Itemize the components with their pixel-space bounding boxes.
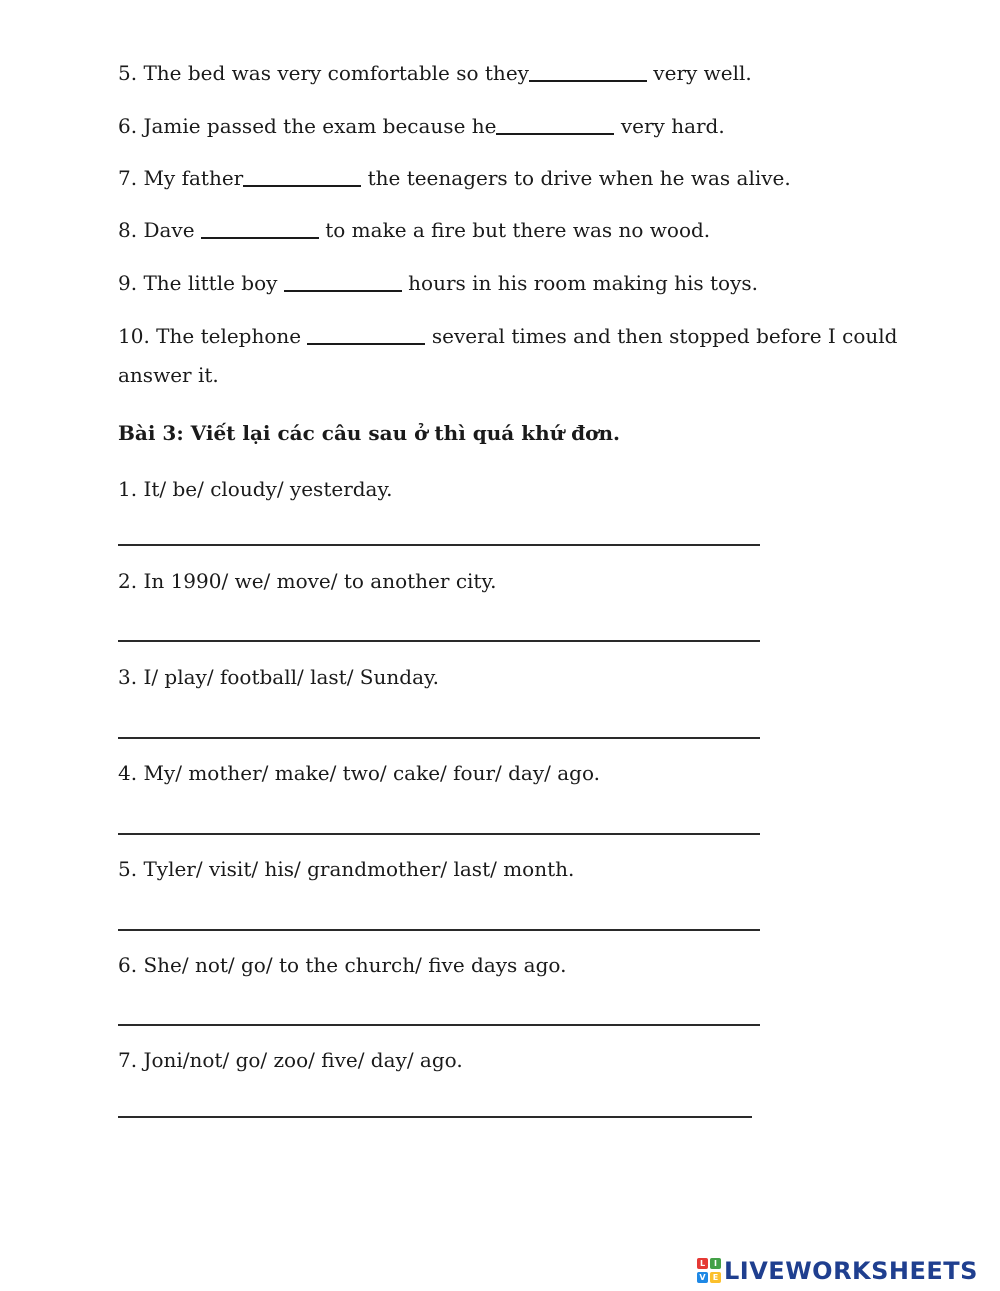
badge-letter-l: L bbox=[697, 1258, 708, 1269]
exercise2-item-7 bbox=[118, 165, 791, 191]
item-text-before: 5. The bed was very comfortable so they bbox=[118, 61, 529, 85]
item-text-after: very well. bbox=[646, 61, 752, 85]
badge-letter-e: E bbox=[710, 1272, 721, 1283]
item-text-before: 9. The little boy bbox=[118, 271, 284, 295]
exercise3-prompt-2: 2. In 1990/ we/ move/ to another city. bbox=[118, 569, 497, 593]
exercise2-item-8 bbox=[118, 217, 710, 243]
item-text-before: 7. My father bbox=[118, 166, 244, 190]
answer-blank[interactable] bbox=[243, 185, 361, 187]
exercise2-item-5 bbox=[118, 60, 752, 86]
badge-letter-i: I bbox=[710, 1258, 721, 1269]
exercise3-prompt-4: 4. My/ mother/ make/ two/ cake/ four/ day/ ago. bbox=[118, 761, 601, 785]
item-text-before: 10. The telephone bbox=[118, 324, 308, 348]
exercise2-item-10-continuation: answer it. bbox=[118, 363, 219, 387]
item-text-before: 8. Dave bbox=[118, 218, 201, 242]
live-badge-icon bbox=[697, 1258, 721, 1284]
item-text-after: hours in his room making his toys. bbox=[401, 271, 758, 295]
answer-blank[interactable] bbox=[529, 80, 647, 82]
exercise2-item-6 bbox=[118, 113, 725, 139]
item-text-before: 6. Jamie passed the exam because he bbox=[118, 114, 497, 138]
logo-text: LIVEWORKSHEETS bbox=[724, 1257, 978, 1285]
answer-blank[interactable] bbox=[496, 133, 614, 135]
answer-line-3[interactable] bbox=[118, 737, 760, 739]
item-text-after: very hard. bbox=[614, 114, 725, 138]
item-text-after: the teenagers to drive when he was alive. bbox=[361, 166, 791, 190]
badge-letter-v: V bbox=[697, 1272, 708, 1283]
answer-line-7[interactable] bbox=[118, 1116, 752, 1118]
exercise3-prompt-1: 1. It/ be/ cloudy/ yesterday. bbox=[118, 477, 393, 501]
item-text-after: several times and then stopped before I could bbox=[425, 324, 898, 348]
exercise2-item-10 bbox=[118, 323, 898, 349]
answer-line-2[interactable] bbox=[118, 640, 760, 642]
answer-line-4[interactable] bbox=[118, 833, 760, 835]
exercise3-prompt-5: 5. Tyler/ visit/ his/ grandmother/ last/ month. bbox=[118, 857, 575, 881]
exercise3-prompt-6: 6. She/ not/ go/ to the church/ five days ago. bbox=[118, 953, 567, 977]
exercise2-item-9 bbox=[118, 270, 758, 296]
item-text-after: to make a fire but there was no wood. bbox=[318, 218, 711, 242]
liveworksheets-logo bbox=[697, 1256, 978, 1286]
answer-blank[interactable] bbox=[284, 290, 402, 292]
exercise3-prompt-3: 3. I/ play/ football/ last/ Sunday. bbox=[118, 665, 439, 689]
answer-blank[interactable] bbox=[307, 343, 425, 345]
answer-line-1[interactable] bbox=[118, 544, 760, 546]
answer-line-5[interactable] bbox=[118, 929, 760, 931]
exercise3-heading: Bài 3: Viết lại các câu sau ở thì quá khứ đơn. bbox=[118, 421, 620, 445]
exercise3-prompt-7: 7. Joni/not/ go/ zoo/ five/ day/ ago. bbox=[118, 1048, 463, 1072]
answer-line-6[interactable] bbox=[118, 1024, 760, 1026]
answer-blank[interactable] bbox=[201, 237, 319, 239]
